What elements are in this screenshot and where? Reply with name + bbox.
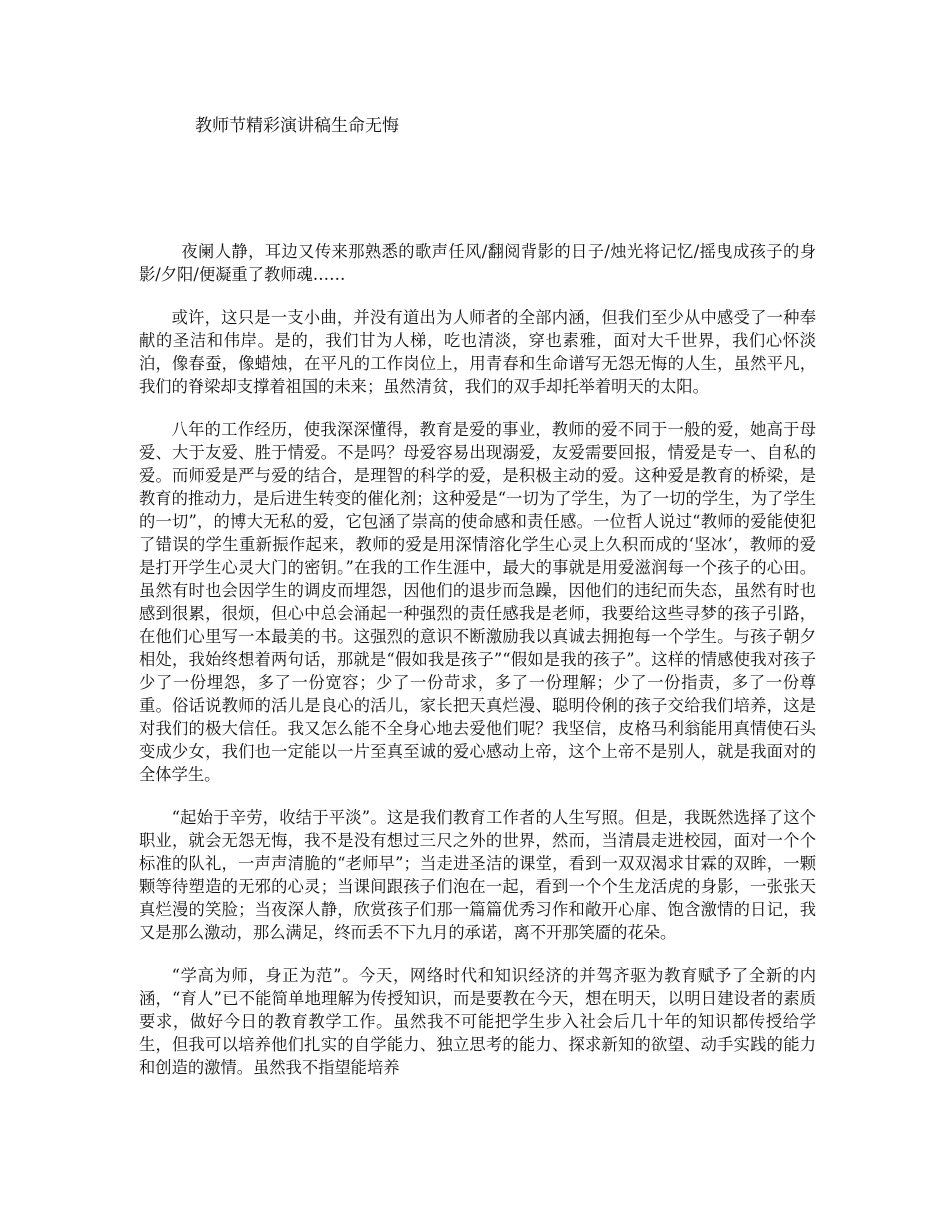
document-body xyxy=(139,240,816,1099)
paragraph-3: 八年的工作经历，使我深深懂得，教育是爱的事业，教师的爱不同于一般的爱，她高于母爱、大于友爱、胜于情爱。不是吗？母爱容易出现溺爱，友爱需要回报，情爱是专一、自私的爱。而师爱是严与爱的结合，是理智的科学的爱，是积极主动的爱。这种爱是教育的桥梁，是教育的推动力，是后进生转变的催化剂；这种爱是“一切为了学生，为了一切的学生，为了学生的一切”，的博大无私的爱，它包涵了崇高的使命感和责任感。一位哲人说过“教师的爱能使犯了错误的学生重新振作起来，教师的爱是用深情溶化学生心灵上久积而成的‘坚冰’，教师的爱是打开学生心灵大门的密钥。”在我的工作生涯中，最大的事就是用爱滋润每一个孩子的心田。虽然有时也会因学生的调皮而埋怨，因他们的退步而急躁，因他们的违纪而失态，虽然有时也感到很累，很烦，但心中总会涌起一种强烈的责任感我是老师，我要给这些寻梦的孩子引路，在他们心里写一本最美的书。这强烈的意识不断激励我以真诚去拥抱每一个学生。与孩子朝夕相处，我始终想着两句话，那就是“假如我是孩子”“假如是我的孩子”。这样的情感使我对孩子少了一份埋怨，多了一份宽容；少了一份苛求，多了一份理解；少了一份指责，多了一份尊重。俗话说教师的活儿是良心的活儿，家长把天真烂漫、聪明伶俐的孩子交给我们培养，这是对我们的极大信任。我又怎么能不全身心地去爱他们呢？我坚信，皮格马利翁能用真情使石头变成少女，我们也一定能以一片至真至诚的爱心感动上帝，这个上帝不是别人，就是我面对的全体学生。 xyxy=(139,420,816,784)
paragraph-1: 夜阑人静，耳边又传来那熟悉的歌声任风/翻阅背影的日子/烛光将记忆/摇曳成孩子的身影/夕阳/便凝重了教师魂…… xyxy=(139,242,816,284)
paragraph-4: “起始于辛劳，收结于平淡”。这是我们教育工作者的人生写照。但是，我既然选择了这个职业，就会无怨无悔，我不是没有想过三尺之外的世界，然而，当清晨走进校园，面对一个个标准的队礼，一声声清脆的“老师早”；当走进圣洁的课堂，看到一双双渴求甘霖的双眸，一颗颗等待塑造的无邪的心灵；当课间跟孩子们泡在一起，看到一个个生龙活虎的身影，一张张天真烂漫的笑脸；当夜深人静，欣赏孩子们那一篇篇优秀习作和敞开心扉、饱含激情的日记，我又是那么激动，那么满足，终而丢不下九月的承诺，离不开那笑靥的花朵。 xyxy=(139,808,816,942)
paragraph-2: 或许，这只是一支小曲，并没有道出为人师者的全部内涵，但我们至少从中感受了一种奉献的圣洁和伟岸。是的，我们甘为人梯，吃也清淡，穿也素雅，面对大千世界，我们心怀淡泊，像春蚕，像蜡烛，在平凡的工作岗位上，用青春和生命谱写无怨无悔的人生，虽然平凡，我们的脊梁却支撑着祖国的未来；虽然清贫，我们的双手却托举着明天的太阳。 xyxy=(139,308,816,396)
paragraph-5: “学高为师，身正为范”。今天，网络时代和知识经济的并驾齐驱为教育赋予了全新的内涵，“育人”已不能简单地理解为传授知识，而是要教在今天，想在明天，以明日建设者的素质要求，做好今日的教育教学工作。虽然我不可能把学生步入社会后几十年的知识都传授给学生，但我可以培养他们扎实的自学能力、独立思考的能力、探求新知的欲望、动手实践的能力和创造的激情。虽然我不指望能培养 xyxy=(139,966,816,1077)
document-title: 教师节精彩演讲稿生命无悔 xyxy=(195,116,399,136)
